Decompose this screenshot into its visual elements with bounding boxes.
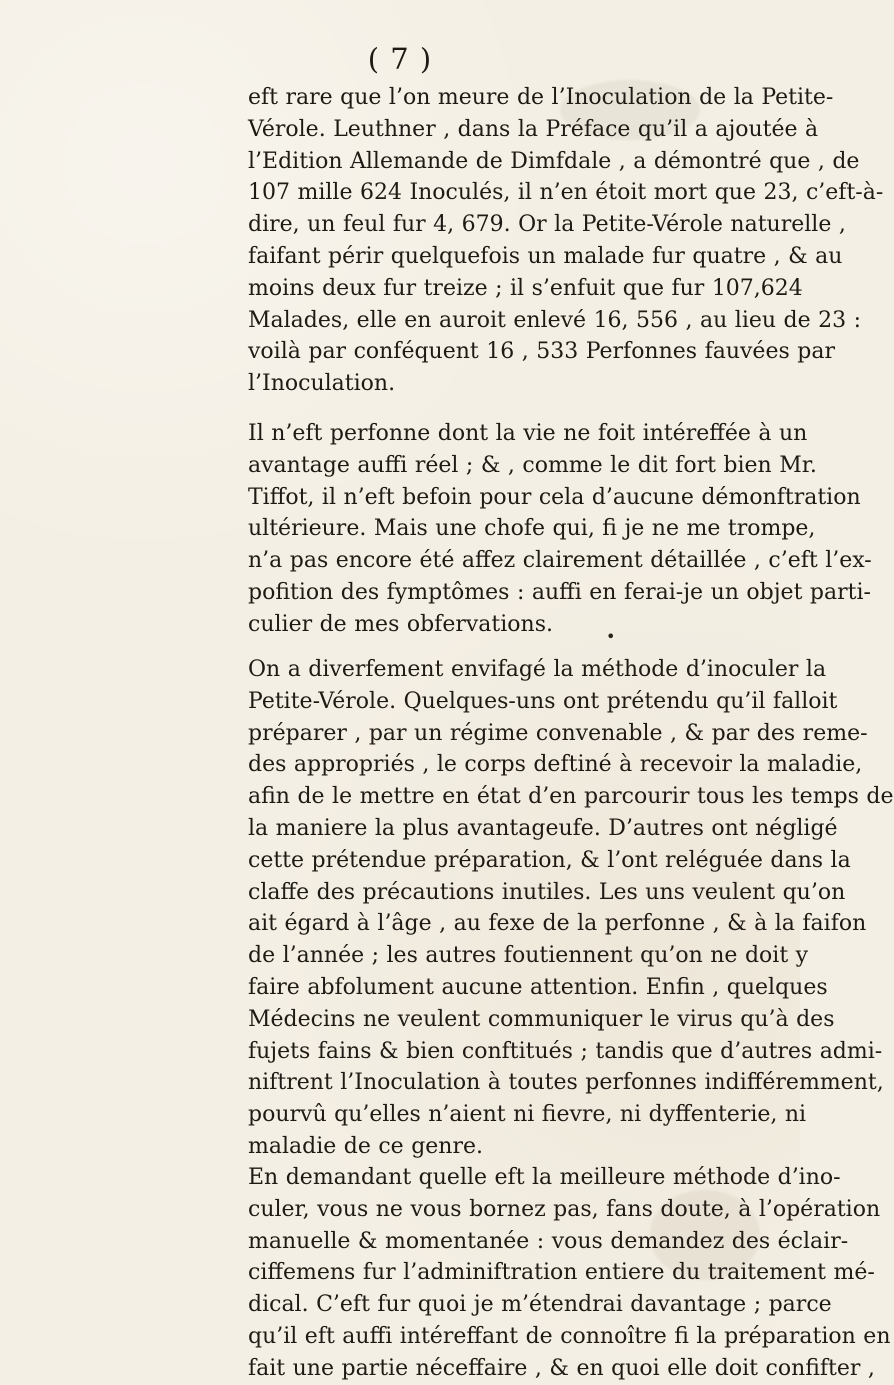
text-line: Médecins ne veulent communiquer le virus qu’à des	[248, 1006, 835, 1032]
text-line: manuelle & momentanée : vous demandez des éclair-	[248, 1228, 849, 1254]
paragraph-4	[248, 1162, 891, 1385]
text-line: Malades, elle en auroit enlevé 16, 556 , au lieu de 23 :	[248, 307, 862, 333]
text-line: ciffemens fur l’adminiftration entiere du traitement mé-	[248, 1260, 875, 1286]
text-line: faifant périr quelquefois un malade fur quatre , & au	[248, 243, 843, 269]
text-line: culier de mes obfervations.	[248, 611, 553, 637]
text-line: afin de le mettre en état d’en parcourir tous les temps de	[248, 784, 894, 810]
text-line: culer, vous ne vous bornez pas, fans doute, à l’opération	[248, 1196, 881, 1222]
text-line: 107 mille 624 Inoculés, il n’en étoit mort que 23, c’eft-à-	[248, 180, 884, 206]
text-line: eft rare que l’on meure de l’Inoculation de la Petite-	[248, 85, 834, 110]
paragraph-1	[248, 82, 884, 400]
text-line: dire, un feul fur 4, 679. Or la Petite-Vérole naturelle ,	[248, 212, 846, 238]
page-number: ( 7 )	[367, 42, 433, 76]
text-line: fait une partie néceffaire , & en quoi elle doit confifter ,	[248, 1355, 875, 1381]
paragraph-3	[248, 654, 894, 1163]
text-line: qu’il eft auffi intéreffant de connoître fi la préparation en	[248, 1323, 891, 1349]
text-line: maladie de ce genre.	[248, 1133, 483, 1159]
text-line: Vérole. Leuthner , dans la Préface qu’il a ajoutée à	[248, 116, 819, 142]
text-line: niftrent l’Inoculation à toutes perfonnes indifféremment,	[248, 1070, 884, 1096]
text-line: dical. C’eft fur quoi je m’étendrai davantage ; parce	[248, 1292, 832, 1318]
text-line: n’a pas encore été affez clairement détaillée , c’eft l’ex-	[248, 548, 872, 574]
text-line: pourvû qu’elles n’aient ni fievre, ni dyffenterie, ni	[248, 1102, 807, 1128]
text-line: Tiffot, il n’eft befoin pour cela d’aucune démonftration	[248, 484, 861, 510]
text-line: Petite-Vérole. Quelques-uns ont prétendu qu’il falloit	[248, 688, 838, 714]
text-line: fujets fains & bien conftitués ; tandis que d’autres admi-	[248, 1038, 883, 1064]
text-line: En demandant quelle eft la meilleure méthode d’ino-	[248, 1165, 841, 1190]
text-line: faire abfolument aucune attention. Enfin , quelques	[248, 974, 828, 1000]
text-line: On a diverfement envifagé la méthode d’inoculer la	[248, 657, 827, 682]
text-line: l’Inoculation.	[248, 371, 396, 397]
text-line: préparer , par un régime convenable , & par des reme-	[248, 720, 868, 746]
text-line: pofition des fymptômes : auffi en ferai-je un objet parti-	[248, 579, 871, 605]
text-line: Il n’eft perfonne dont la vie ne foit intéreffée à un	[248, 421, 808, 446]
paragraph-2	[248, 418, 872, 641]
text-line: claffe des précautions inutiles. Les uns veulent qu’on	[248, 879, 846, 905]
text-line: de l’année ; les autres foutiennent qu’on ne doit y	[248, 943, 809, 969]
text-line: l’Edition Allemande de Dimfdale , a démontré que , de	[248, 148, 860, 174]
text-line: ait égard à l’âge , au fexe de la perfonne , & à la faifon	[248, 911, 867, 937]
text-line: voilà par conféquent 16 , 533 Perfonnes fauvées par	[248, 339, 835, 365]
text-line: avantage auffi réel ; & , comme le dit fort bien Mr.	[248, 452, 817, 478]
text-line: moins deux fur treize ; il s’enfuit que fur 107,624	[248, 275, 803, 301]
text-line: des appropriés , le corps deftiné à recevoir la maladie,	[248, 752, 863, 778]
text-line: cette prétendue préparation, & l’ont reléguée dans la	[248, 847, 851, 873]
text-line: la maniere la plus avantageufe. D’autres ont négligé	[248, 815, 838, 841]
ornament-mark: •	[606, 627, 616, 646]
text-line: ultérieure. Mais une chofe qui, fi je ne me trompe,	[248, 516, 816, 542]
